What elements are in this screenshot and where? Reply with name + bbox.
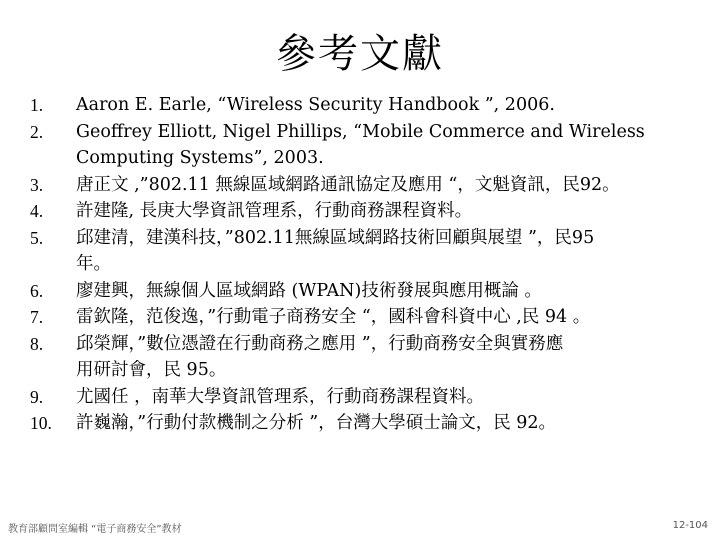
reference-number: 5. bbox=[30, 227, 44, 248]
reference-line: 邱建清，建漢科技，”802.11無線區域網路技術回顧與展望 ”，民95 bbox=[76, 227, 595, 248]
reference-item bbox=[30, 410, 700, 437]
reference-number: 10. bbox=[30, 413, 52, 433]
reference-item bbox=[30, 198, 700, 225]
reference-item bbox=[30, 278, 700, 305]
reference-text bbox=[76, 172, 700, 199]
reference-item bbox=[30, 304, 700, 331]
reference-text bbox=[76, 92, 700, 119]
reference-item bbox=[30, 225, 700, 278]
reference-number: 2. bbox=[30, 121, 44, 142]
reference-line: Computing Systems”, 2003. bbox=[76, 148, 324, 168]
reference-item bbox=[30, 384, 700, 411]
reference-line: 年。 bbox=[76, 254, 111, 274]
reference-line: Aaron E. Earle, “Wireless Security Handbook ”, 2006. bbox=[76, 95, 555, 115]
reference-number: 1. bbox=[30, 95, 44, 115]
reference-number: 4. bbox=[30, 201, 44, 221]
reference-text bbox=[76, 198, 700, 225]
reference-text bbox=[76, 384, 700, 411]
reference-list bbox=[30, 92, 700, 437]
reference-number: 8. bbox=[30, 333, 44, 354]
reference-line: 唐正文 ,”802.11 無線區域網路通訊協定及應用 “，文魁資訊，民92。 bbox=[76, 174, 620, 195]
footer-source: 教育部顧問室編輯 “電子商務安全”教材 bbox=[8, 524, 182, 535]
reference-number: 6. bbox=[30, 280, 44, 301]
reference-number: 3. bbox=[30, 174, 44, 195]
reference-line: 雷欽隆，范俊逸，”行動電子商務安全 “，國科會科資中心 ,民 94 。 bbox=[76, 307, 591, 327]
reference-item bbox=[30, 331, 700, 384]
reference-line: Geoffrey Elliott, Nigel Phillips, “Mobile Commerce and Wireless bbox=[76, 121, 645, 142]
reference-number: 9. bbox=[30, 386, 44, 407]
reference-line: 許建隆, 長庚大學資訊管理系，行動商務課程資料。 bbox=[76, 201, 473, 221]
reference-line: 用研討會，民 95。 bbox=[76, 360, 227, 380]
reference-text bbox=[76, 331, 700, 384]
reference-line: 廖建興，無線個人區域網路 (WPAN)技術發展與應用概論 。 bbox=[76, 280, 542, 301]
reference-text bbox=[76, 304, 700, 331]
reference-text bbox=[76, 410, 700, 437]
reference-number: 7. bbox=[30, 307, 44, 327]
reference-text bbox=[76, 278, 700, 305]
reference-item bbox=[30, 119, 700, 172]
reference-line: 許巍瀚，”行動付款機制之分析 ”，台灣大學碩士論文，民 92。 bbox=[76, 413, 557, 433]
reference-item bbox=[30, 92, 700, 119]
reference-line: 尤國任 ，南華大學資訊管理系，行動商務課程資料。 bbox=[76, 386, 485, 407]
page-title: 參考文獻 bbox=[276, 31, 444, 77]
reference-text bbox=[76, 225, 700, 278]
reference-text bbox=[76, 119, 700, 172]
reference-item bbox=[30, 172, 700, 199]
reference-line: 邱榮輝，”數位憑證在行動商務之應用 ”，行動商務安全與實務應 bbox=[76, 333, 564, 354]
page-number: 12-104 bbox=[672, 520, 708, 531]
